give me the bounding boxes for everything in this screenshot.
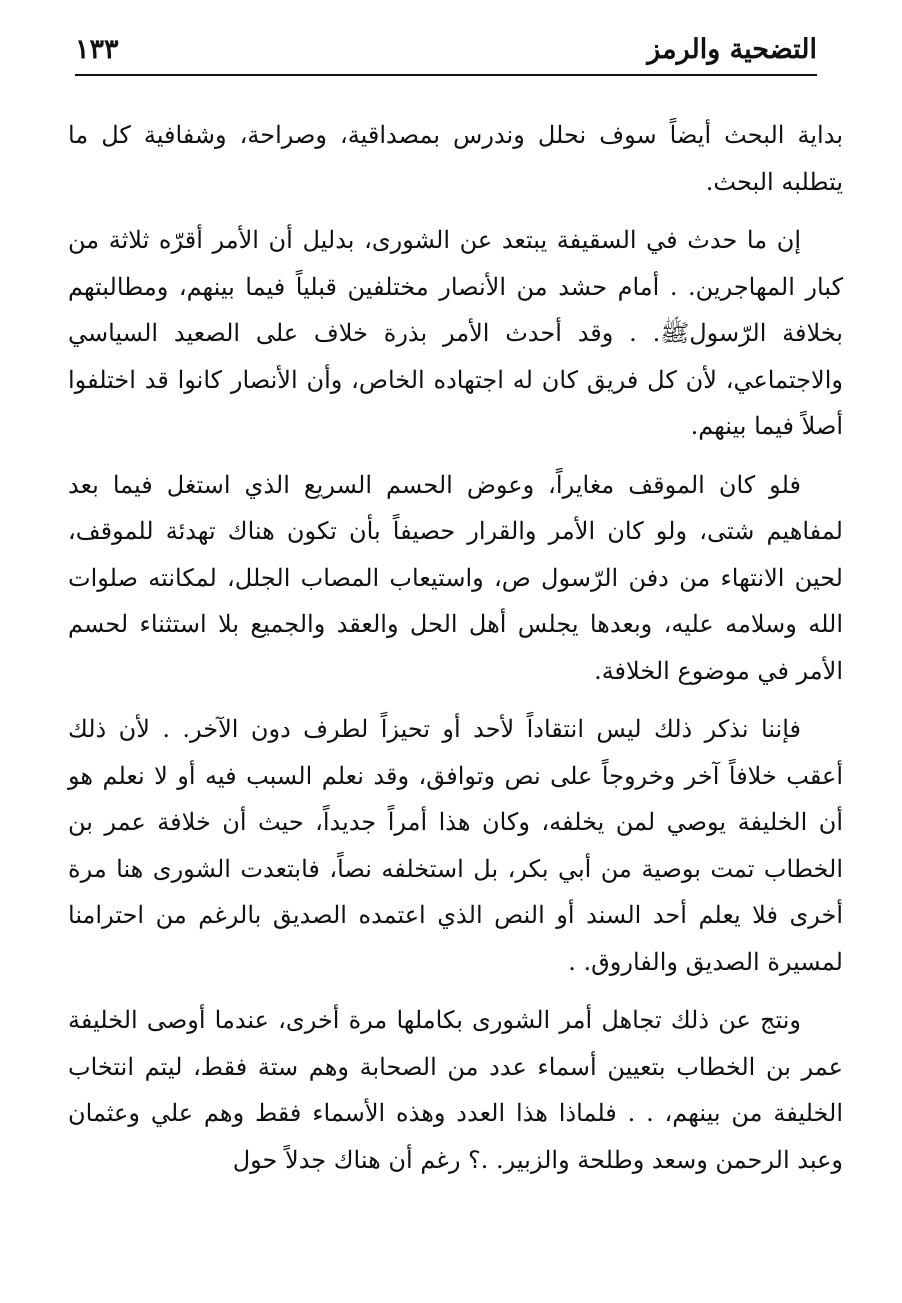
paragraph-2: إن ما حدث في السقيفة يبتعد عن الشورى، بدليل أن الأمر أقرّه ثلاثة من كبار المهاجرين. . أمام حشد من الأنصار مختلفين قبلياً فيما بينهم، ومطالبتهم بخلافة الرّسولﷺ. . وقد أحدث الأمر بذرة خلاف على الصعيد السياسي والاجتماعي، لأن كل فريق كان له اجتهاده الخاص، وأن الأنصار كانوا قد اختلفوا أصلاً فيما بينهم. [68,226,843,440]
page-header [75,30,817,72]
header-divider [75,74,817,76]
body-text [68,112,843,1195]
running-title: التضحية والرمز [647,34,817,65]
paragraph-3: فلو كان الموقف مغايراً، وعوض الحسم السريع الذي استغل فيما بعد لمفاهيم شتى، ولو كان الأمر والقرار حصيفاً بأن تكون هناك تهدئة للموقف، لحين الانتهاء من دفن الرّسول ص، واستيعاب المصاب الجلل، لمكانته صلوات الله وسلامه عليه، وبعدها يجلس أهل الحل والعقد والجميع بلا استثناء لحسم الأمر في موضوع الخلافة. [68,470,843,685]
page-number: ١٣٣ [75,34,119,65]
paragraph-1: بداية البحث أيضاً سوف نحلل وندرس بمصداقية، وصراحة، وشفافية كل ما يتطلبه البحث. [68,121,843,196]
paragraph-4: فإننا نذكر ذلك ليس انتقاداً لأحد أو تحيزاً لطرف دون الآخر. . لأن ذلك أعقب خلافاً آخر وخروجاً على نص وتوافق، وقد نعلم السبب فيه أو لا نعلم هو أن الخليفة يوصي لمن يخلفه، وكان هذا أمراً جديداً، حيث أن خلافة عمر بن الخطاب تمت بوصية من أبي بكر، بل استخلفه نصاً، فابتعدت الشورى هنا مرة أخرى فلا يعلم أحد السند أو النص الذي اعتمده الصديق بالرغم من احترامنا لمسيرة الصديق والفاروق. . [68,715,843,976]
paragraph-5: ونتج عن ذلك تجاهل أمر الشورى بكاملها مرة أخرى، عندما أوصى الخليفة عمر بن الخطاب بتعيين أسماء عدد من الصحابة وهم ستة فقط، ليتم انتخاب الخليفة من بينهم، . . فلماذا هذا العدد وهذه الأسماء فقط وهم علي وعثمان وعبد الرحمن وسعد وطلحة والزبير. .؟ رغم أن هناك جدلاً حول [68,1006,843,1174]
